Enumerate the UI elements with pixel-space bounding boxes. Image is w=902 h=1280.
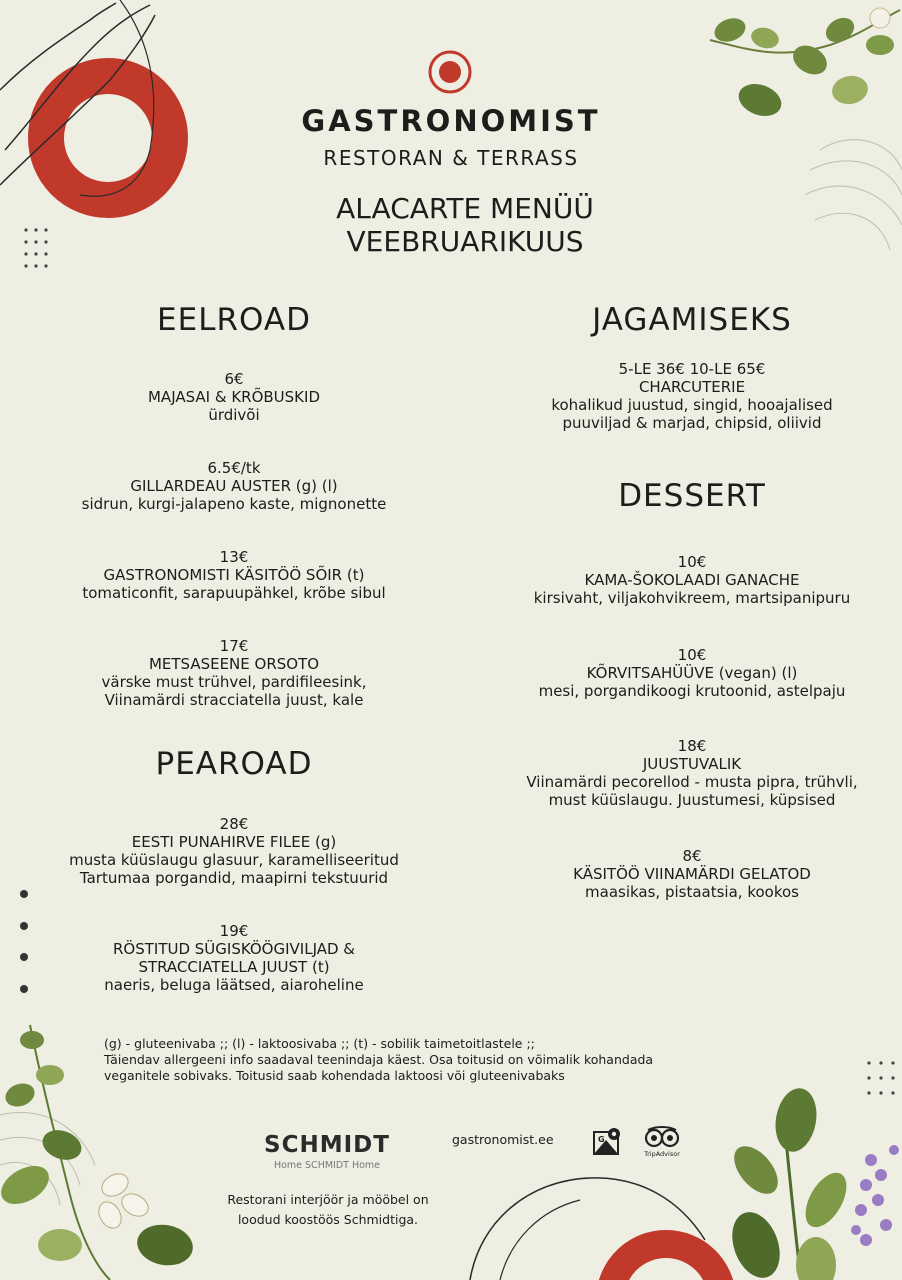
item-price: 6.5€/tk [207,459,261,477]
item-price: 28€ [219,815,249,833]
menu-title-line2: VEEBRUARIKUUS [346,225,584,258]
red-circle-decoration-bottom [440,1170,740,1280]
item-description: maasikas, pistaatsia, kookos [585,883,799,901]
item-name: JUUSTUVALIK [642,755,742,773]
menu-item [28,815,440,887]
menu-item [486,360,898,432]
menu-title [0,192,902,258]
gastronomist-logo-icon [426,48,474,96]
item-name: GASTRONOMISTI KÄSITÖÖ SÕIR (t) [103,566,365,584]
item-description: mesi, porgandikoogi krutoonid, astelpaju [538,682,846,700]
item-name: CHARCUTERIE [638,378,746,396]
section-title-mains: PEAROAD [155,746,313,782]
item-price: 8€ [682,847,702,865]
svg-text:G: G [598,1135,605,1144]
item-description: sidrun, kurgi-jalapeno kaste, mignonette [81,495,387,513]
item-description: musta küüslaugu glasuur, karamelliseeritud Tartumaa porgandid, maapirni tekstuurid [69,851,399,887]
item-price: 18€ [677,737,707,755]
item-description: kohalikud juustud, singid, hooajalised puuviljad & marjad, chipsid, oliivid [551,396,833,432]
menu-item [28,548,440,602]
item-description: naeris, beluga läätsed, aiaroheline [104,976,364,994]
legend-line: Täiendav allergeeni info saadaval teenindaja käest. Osa toitusid on võimalik kohandada [104,1052,654,1067]
item-price: 17€ [219,637,249,655]
legend-line: (g) - gluteenivaba ;; (l) - laktoosivaba ;; (t) - sobilik taimetoitlastele ;; [104,1036,535,1051]
menu-title-line1: ALACARTE MENÜÜ [336,192,594,225]
item-description: ürdivõi [208,406,260,424]
item-price: 10€ [677,553,707,571]
item-description: Viinamärdi pecorellod - musta pipra, trühvli, must küüslaugu. Juustumesi, küpsised [526,773,858,809]
item-name: KÕRVITSAHÜÜVE (vegan) (l) [586,664,798,682]
menu-item [486,646,898,700]
collab-line: loodud koostöös Schmidtiga. [237,1212,419,1227]
menu-item [28,370,440,424]
brand-name: GASTRONOMIST [301,104,601,138]
item-name: GILLARDEAU AUSTER (g) (l) [130,477,338,495]
item-name: EESTI PUNAHIRVE FILEE (g) [131,833,337,851]
item-price: 13€ [219,548,249,566]
item-name: KÄSITÖÖ VIINAMÄRDI GELATOD [573,865,811,883]
schmidt-logo [262,1132,392,1171]
schmidt-logo-text: SCHMIDT [264,1132,390,1158]
section-title-sharing: JAGAMISEKS [592,302,792,338]
schmidt-logo-subtext: Home SCHMIDT Home [273,1160,381,1171]
section-title-starters: EELROAD [157,302,311,338]
item-description: kirsivaht, viljakohvikreem, martsipanipuru [533,589,851,607]
brand-subtitle: RESTORAN & TERRASS [323,146,579,170]
section-title-dessert: DESSERT [618,478,766,514]
item-name: RÖSTITUD SÜGISKÖÖGIVILJAD & STRACCIATELLA JUUST (t) [112,940,356,976]
website-link[interactable]: gastronomist.ee [452,1132,554,1147]
item-description: tomaticonfit, sarapuupähkel, krõbe sibul [82,584,386,602]
google-maps-icon[interactable] [592,1126,622,1156]
menu-item [28,922,440,994]
collab-line: Restorani interjöör ja mööbel on [227,1192,429,1207]
legend-line: veganitele sobivaks. Toitusid saab kohendada laktoosi või gluteenivabaks [104,1068,565,1083]
item-description: värske must trühvel, pardifileesink, Viinamärdi stracciatella juust, kale [101,673,367,709]
menu-item [486,553,898,607]
menu-item [28,637,440,709]
tripadvisor-label: TripAdvisor [644,1150,680,1158]
menu-item [486,737,898,809]
item-name: MAJASAI & KRÕBUSKID [147,388,320,406]
collaboration-note [210,1190,446,1230]
allergen-legend [104,1036,724,1084]
tripadvisor-icon[interactable] [644,1126,680,1148]
item-price: 5-LE 36€ 10-LE 65€ [618,360,766,378]
plant-decoration-bottom-right [716,1080,902,1280]
menu-item [486,847,898,901]
item-name: METSASEENE ORSOTO [148,655,320,673]
item-price: 6€ [224,370,244,388]
menu-item [28,459,440,513]
item-price: 19€ [219,922,249,940]
item-price: 10€ [677,646,707,664]
item-name: KAMA-ŠOKOLAADI GANACHE [584,571,800,589]
